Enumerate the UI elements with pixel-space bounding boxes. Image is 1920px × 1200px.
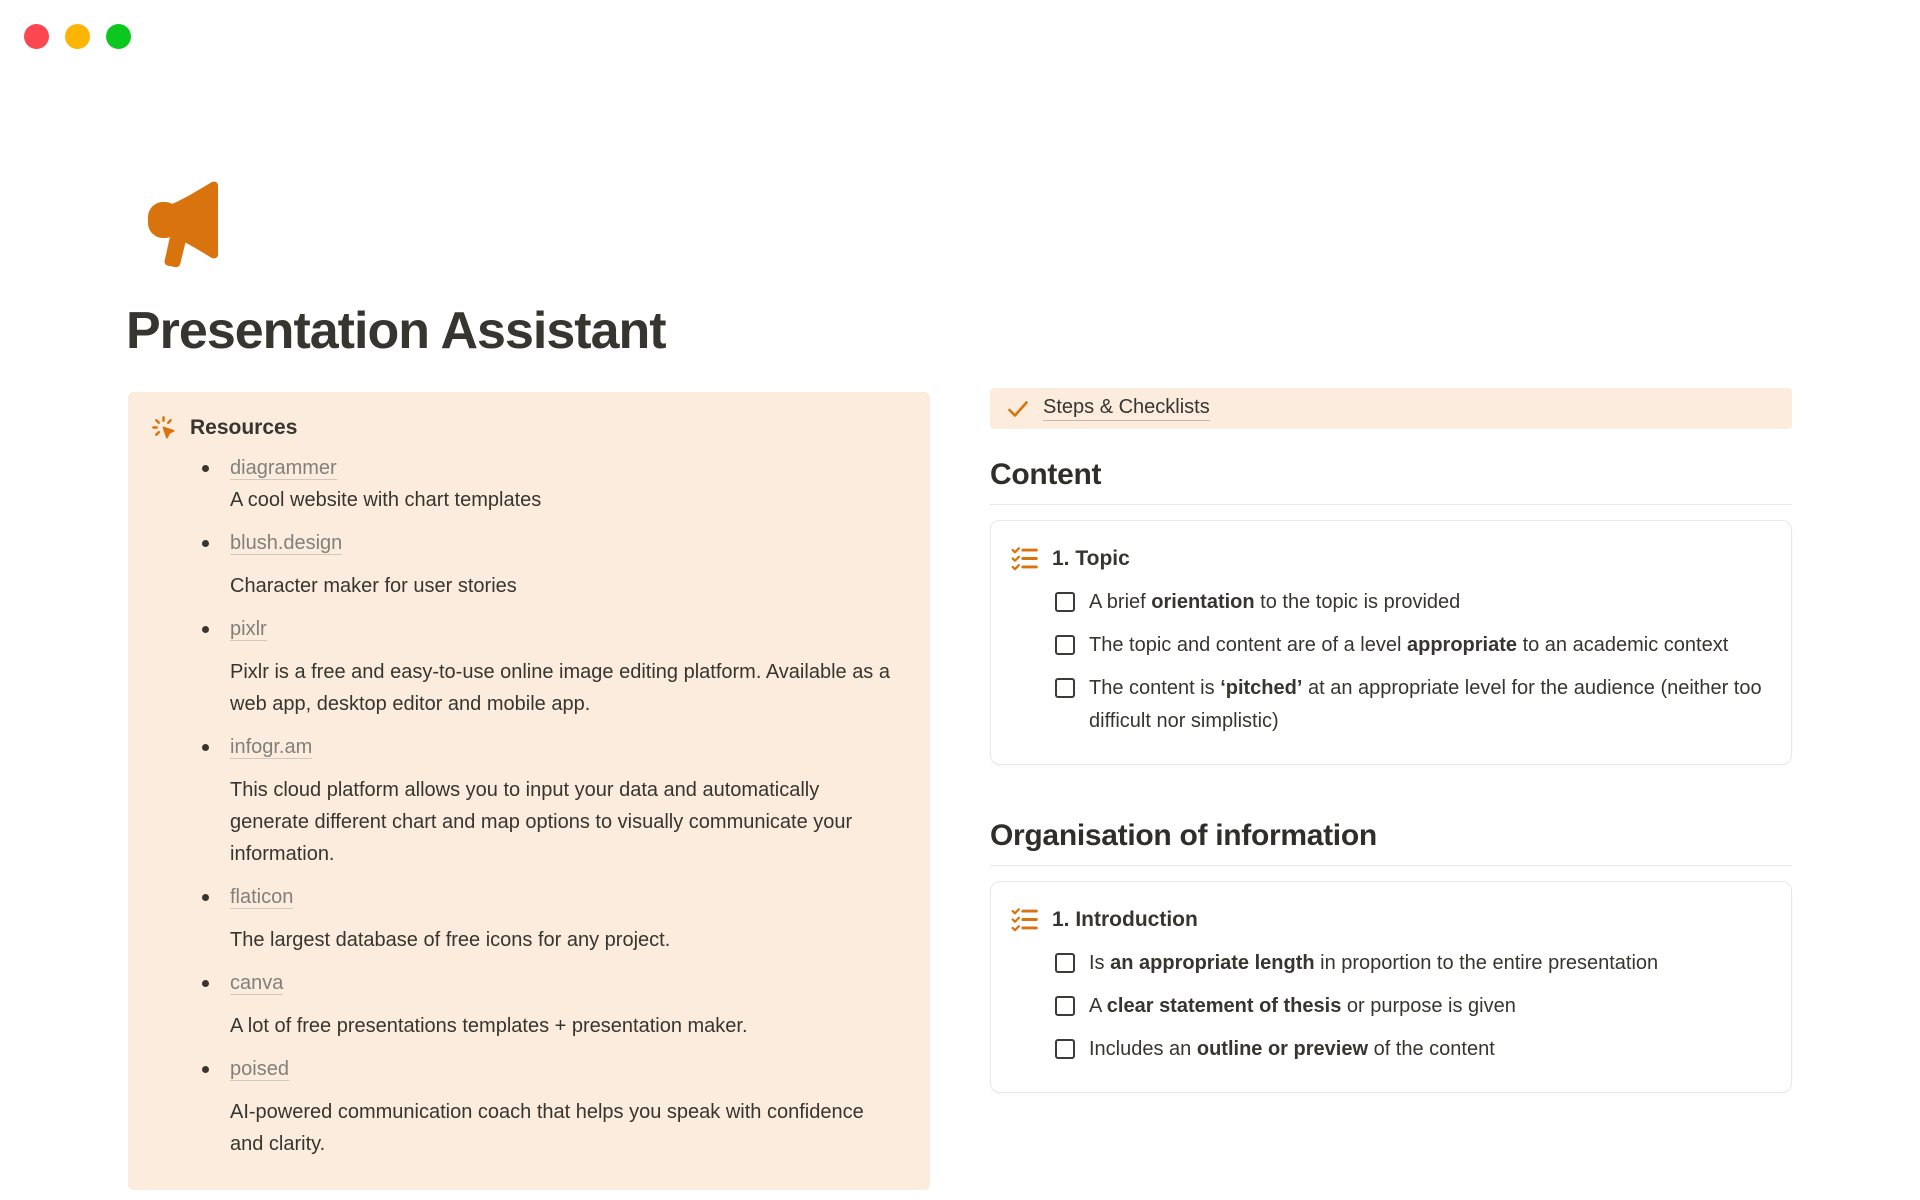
resource-description: This cloud platform allows you to input your data and automatically generate different chart and map options to visually communicate your information. xyxy=(230,779,853,865)
resource-link-pixlr[interactable]: pixlr xyxy=(230,618,267,640)
checklist-card-topic xyxy=(990,520,1792,765)
todo-label: Includes an outline or preview of the content xyxy=(1089,1038,1495,1060)
todo-label: Is an appropriate length in proportion to the entire presentation xyxy=(1089,952,1659,974)
page-title: Presentation Assistant xyxy=(126,302,666,360)
checkbox-unchecked[interactable] xyxy=(1055,592,1075,612)
list-item xyxy=(200,881,902,956)
resource-description: The largest database of free icons for any project. xyxy=(230,929,671,951)
resource-description: A cool website with chart templates xyxy=(230,489,542,511)
checklist-icon xyxy=(1011,545,1038,572)
section-heading-organisation: Organisation of information xyxy=(990,819,1377,852)
card-header xyxy=(1011,906,1763,933)
todo-label: The topic and content are of a level appropriate to an academic context xyxy=(1089,634,1729,656)
list-item xyxy=(200,452,902,516)
resources-list xyxy=(200,452,902,1160)
resource-link-diagrammer[interactable]: diagrammer xyxy=(230,457,337,479)
todo-label: The content is ‘pitched’ at an appropriate level for the audience (neither too difficult nor simplistic) xyxy=(1089,677,1762,732)
checklist-card-introduction xyxy=(990,881,1792,1093)
checkbox-unchecked[interactable] xyxy=(1055,996,1075,1016)
resources-title: Resources xyxy=(190,415,298,439)
todo-item xyxy=(1055,672,1763,738)
checkbox-unchecked[interactable] xyxy=(1055,953,1075,973)
resources-column xyxy=(128,392,930,1190)
close-button[interactable] xyxy=(24,24,49,49)
todo-item xyxy=(1055,947,1763,980)
todo-item xyxy=(1055,990,1763,1023)
resource-description: A lot of free presentations templates + presentation maker. xyxy=(230,1015,748,1037)
list-item xyxy=(200,527,902,602)
section-heading-content: Content xyxy=(990,458,1102,491)
list-item xyxy=(200,731,902,870)
resources-callout xyxy=(128,392,930,1190)
resource-link-infogr-am[interactable]: infogr.am xyxy=(230,736,313,758)
checkbox-unchecked[interactable] xyxy=(1055,1039,1075,1059)
todo-item xyxy=(1055,1033,1763,1066)
checkmark-icon xyxy=(1006,397,1030,421)
resource-link-poised[interactable]: poised xyxy=(230,1058,289,1080)
card-title: 1. Introduction xyxy=(1052,907,1198,931)
todo-label: A clear statement of thesis or purpose is given xyxy=(1089,995,1516,1017)
list-item xyxy=(200,967,902,1042)
resource-description: Character maker for user stories xyxy=(230,575,517,597)
card-title: 1. Topic xyxy=(1052,546,1130,570)
checklists-column xyxy=(990,388,1792,1093)
resource-link-blush-design[interactable]: blush.design xyxy=(230,532,343,554)
resource-link-canva[interactable]: canva xyxy=(230,972,284,994)
steps-checklists-banner xyxy=(990,388,1792,429)
checkbox-unchecked[interactable] xyxy=(1055,678,1075,698)
divider xyxy=(990,504,1792,505)
resources-callout-header xyxy=(150,414,902,441)
card-header xyxy=(1011,545,1763,572)
todo-item xyxy=(1055,629,1763,662)
divider xyxy=(990,865,1792,866)
minimize-button[interactable] xyxy=(65,24,90,49)
todo-item xyxy=(1055,586,1763,619)
resource-description: AI-powered communication coach that helps you speak with confidence and clarity. xyxy=(230,1101,864,1155)
resource-link-flaticon[interactable]: flaticon xyxy=(230,886,294,908)
window-controls xyxy=(24,24,131,49)
checkbox-unchecked[interactable] xyxy=(1055,635,1075,655)
resource-description: Pixlr is a free and easy-to-use online image editing platform. Available as a web app, desktop editor and mobile app. xyxy=(230,661,890,715)
todo-label: A brief orientation to the topic is provided xyxy=(1089,591,1461,613)
checklist-icon xyxy=(1011,906,1038,933)
steps-checklists-link[interactable]: Steps & Checklists xyxy=(1043,396,1210,421)
cursor-click-icon xyxy=(150,414,177,441)
zoom-button[interactable] xyxy=(106,24,131,49)
list-item xyxy=(200,613,902,720)
list-item xyxy=(200,1053,902,1160)
megaphone-icon[interactable] xyxy=(144,180,224,268)
